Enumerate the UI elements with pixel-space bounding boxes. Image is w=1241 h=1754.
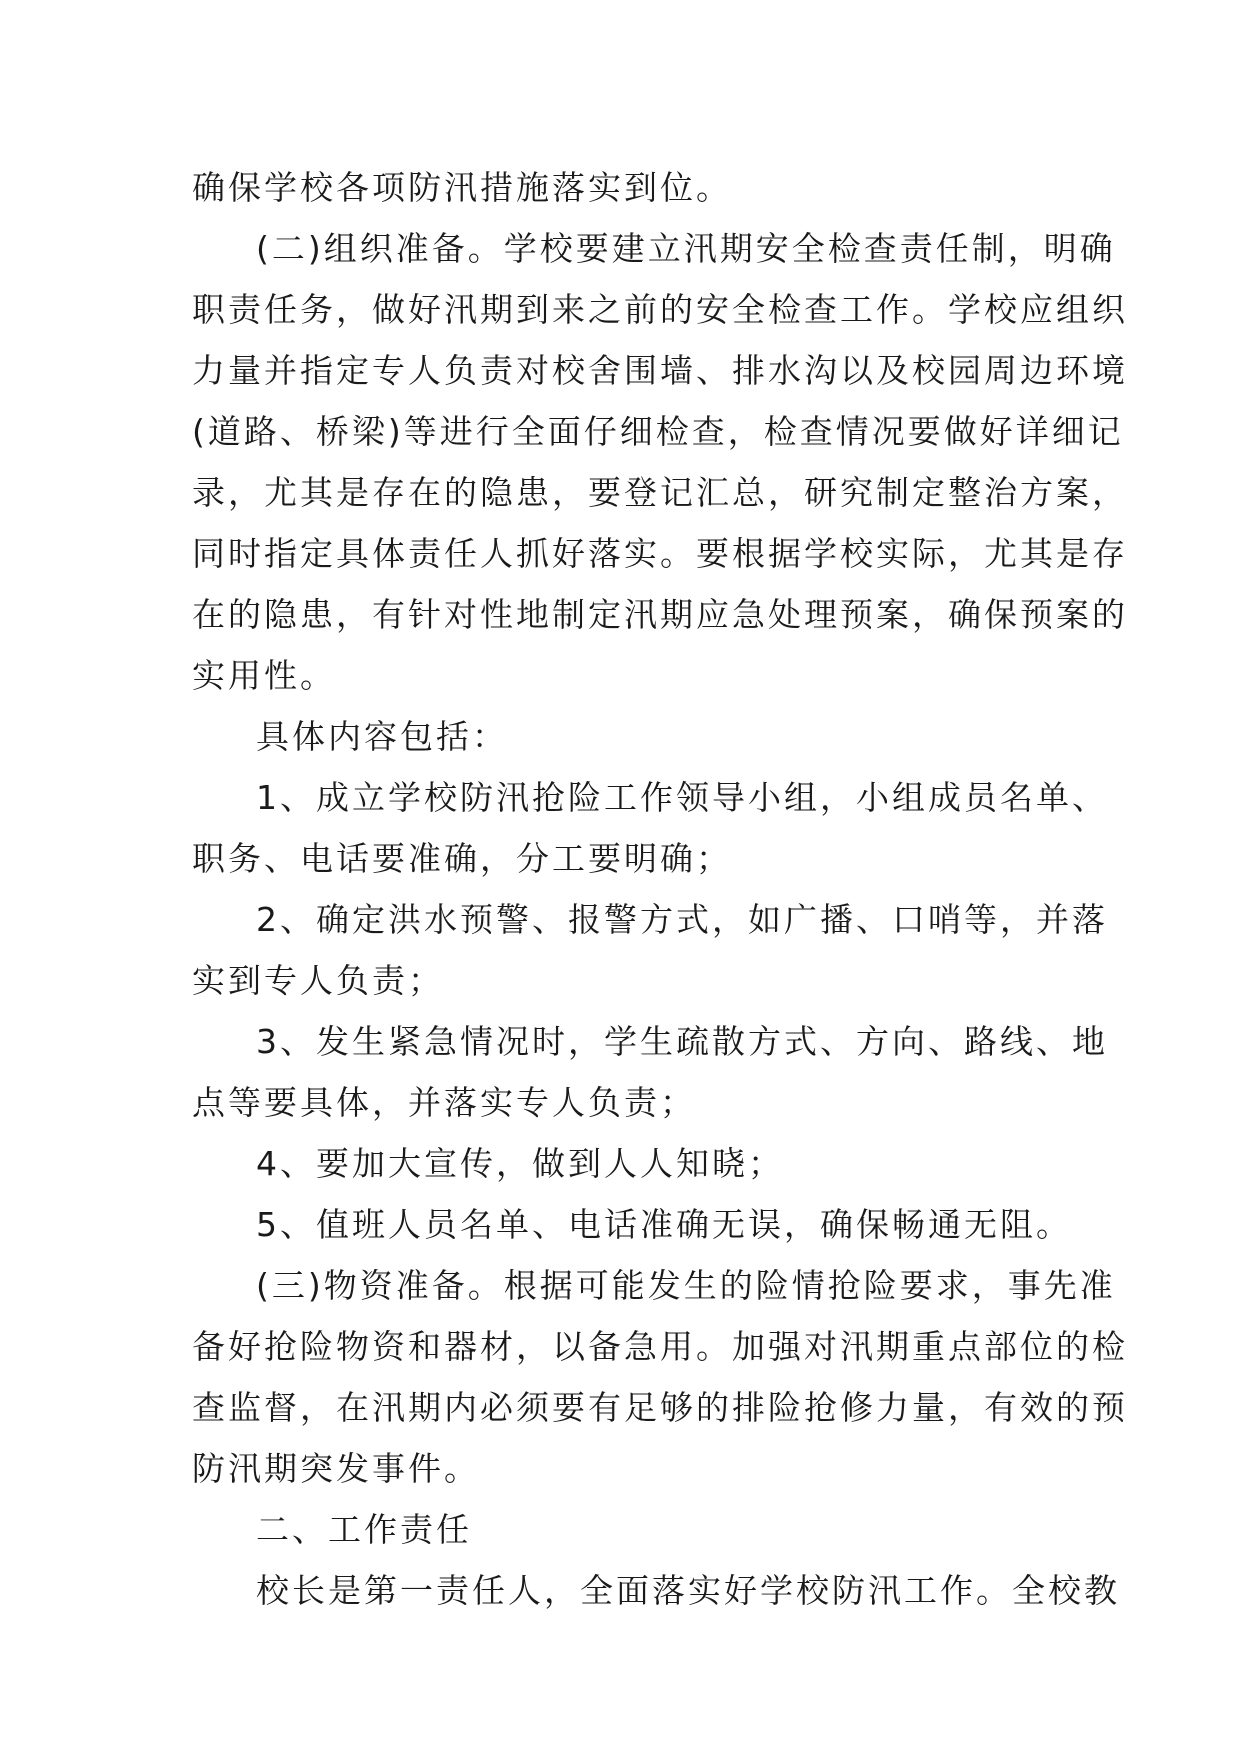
text-line-2: (二)组织准备。学校要建立汛期安全检查责任制，明确 xyxy=(256,229,1116,268)
text-line-12: 职务、电话要准确，分工要明确； xyxy=(192,839,732,878)
text-line-10: 具体内容包括： xyxy=(256,717,508,756)
text-line-8: 在的隐患，有针对性地制定汛期应急处理预案，确保预案的 xyxy=(192,595,1128,634)
text-line-22: 防汛期突发事件。 xyxy=(192,1449,480,1488)
text-line-23: 二、工作责任 xyxy=(256,1510,472,1549)
text-line-24: 校长是第一责任人，全面落实好学校防汛工作。全校教 xyxy=(256,1571,1120,1610)
text-line-13: 2、确定洪水预警、报警方式，如广播、口哨等，并落 xyxy=(256,900,1108,939)
text-line-21: 查监督，在汛期内必须要有足够的排险抢修力量，有效的预 xyxy=(192,1388,1128,1427)
text-line-11: 1、成立学校防汛抢险工作领导小组，小组成员名单、 xyxy=(256,778,1108,817)
text-line-6: 录，尤其是存在的隐患，要登记汇总，研究制定整治方案， xyxy=(192,473,1128,512)
text-line-18: 5、值班人员名单、电话准确无误，确保畅通无阻。 xyxy=(256,1205,1072,1244)
text-line-19: (三)物资准备。根据可能发生的险情抢险要求，事先准 xyxy=(256,1266,1116,1305)
text-line-7: 同时指定具体责任人抓好落实。要根据学校实际，尤其是存 xyxy=(192,534,1128,573)
text-line-3: 职责任务，做好汛期到来之前的安全检查工作。学校应组织 xyxy=(192,290,1128,329)
text-line-5: (道路、桥梁)等进行全面仔细检查，检查情况要做好详细记 xyxy=(192,412,1124,451)
text-line-16: 点等要具体，并落实专人负责； xyxy=(192,1083,696,1122)
text-line-17: 4、要加大宣传，做到人人知晓； xyxy=(256,1144,784,1183)
text-line-1: 确保学校各项防汛措施落实到位。 xyxy=(192,168,732,207)
text-line-9: 实用性。 xyxy=(192,656,336,695)
text-line-4: 力量并指定专人负责对校舍围墙、排水沟以及校园周边环境 xyxy=(192,351,1128,390)
text-line-14: 实到专人负责； xyxy=(192,961,444,1000)
text-line-20: 备好抢险物资和器材，以备急用。加强对汛期重点部位的检 xyxy=(192,1327,1128,1366)
text-line-15: 3、发生紧急情况时，学生疏散方式、方向、路线、地 xyxy=(256,1022,1108,1061)
